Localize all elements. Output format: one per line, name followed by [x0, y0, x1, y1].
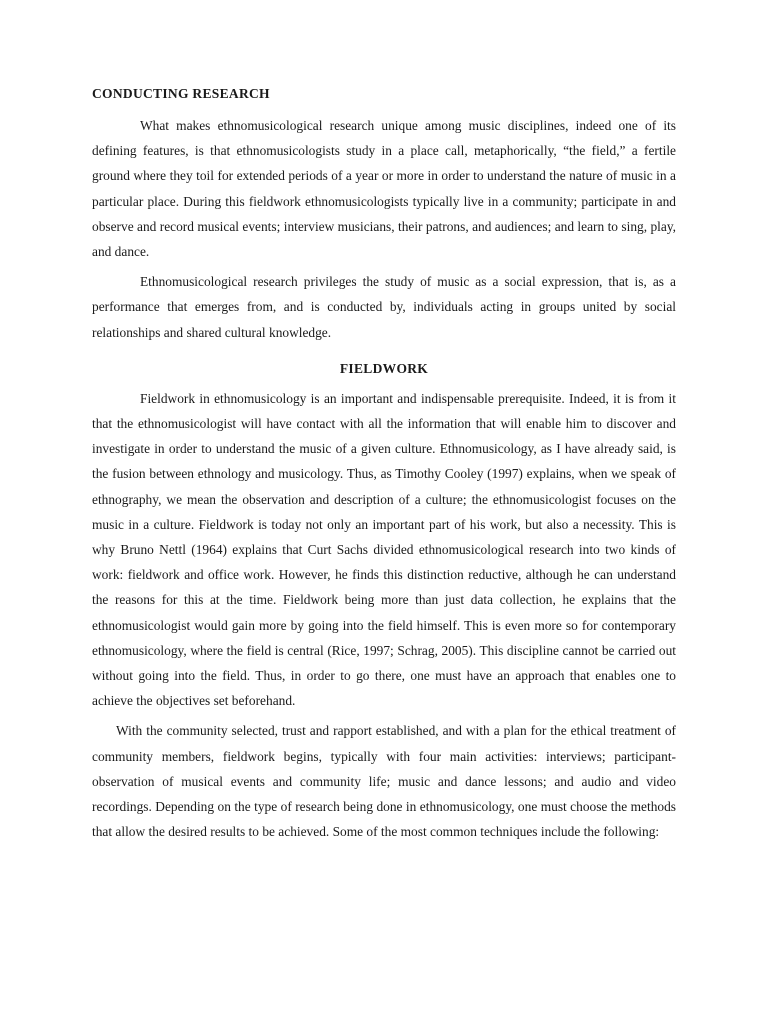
paragraph-3: Fieldwork in ethnomusicology is an important and indispensable prerequisite. Indeed, it is from it that the ethnomusicologist will have contact with all the information that will enable him to discover and investigate in order to understand the music of a given culture. Ethnomusicology, as I have already said, is the fusion between ethnology and musicology. Thus, as Timothy Cooley (1997) explains, when we speak of ethnography, we mean the observation and description of a culture; the ethnomusicologist focuses on the music in a culture. Fieldwork is today not only an important part of his work, but also a necessity. This is why Bruno Nettl (1964) explains that Curt Sachs divided ethnomusicological research into two kinds of work: fieldwork and office work. However, he finds this distinction reductive, although he can understand the reasons for this at the time. Fieldwork being more than just data collection, he explains that the ethnomusicologist would gain more by going into the field himself. This is even more so for contemporary ethnomusicology, where the field is central (Rice, 1997; Schrag, 2005). This discipline cannot be carried out without going into the field. Thus, in order to go there, one must have an approach that enables one to achieve the objectives set beforehand. — [92, 390, 676, 709]
document-page — [92, 84, 676, 849]
paragraph-1: What makes ethnomusicological research unique among music disciplines, indeed one of its defining features, is that ethnomusicologists study in a place call, metaphorically, “the field,” a fertile ground where they toil for extended periods of a year or more in order to understand the nature of music in a particular place. During this fieldwork ethnomusicologists typically live in a community; participate in and observe and record musical events; interview musicians, their patrons, and audiences; and learn to sing, play, and dance. — [92, 118, 676, 260]
paragraph-4: With the community selected, trust and rapport established, and with a plan for the ethical treatment of community members, fieldwork begins, typically with four main activities: interviews; participant-observation of musical events and community life; music and dance lessons; and audio and video recordings. Depending on the type of research being done in ethnomusicology, one must choose the methods that allow the desired results to be achieved. Some of the most common techniques include the following: — [92, 723, 676, 840]
paragraph-2: Ethnomusicological research privileges the study of music as a social expression, that is, as a performance that emerges from, and is conducted by, individuals acting in groups united by social relationships and shared cultural knowledge. — [92, 274, 676, 340]
section-heading-conducting-research: CONDUCTING RESEARCH — [92, 86, 270, 101]
section-heading-fieldwork: FIELDWORK — [339, 360, 429, 376]
